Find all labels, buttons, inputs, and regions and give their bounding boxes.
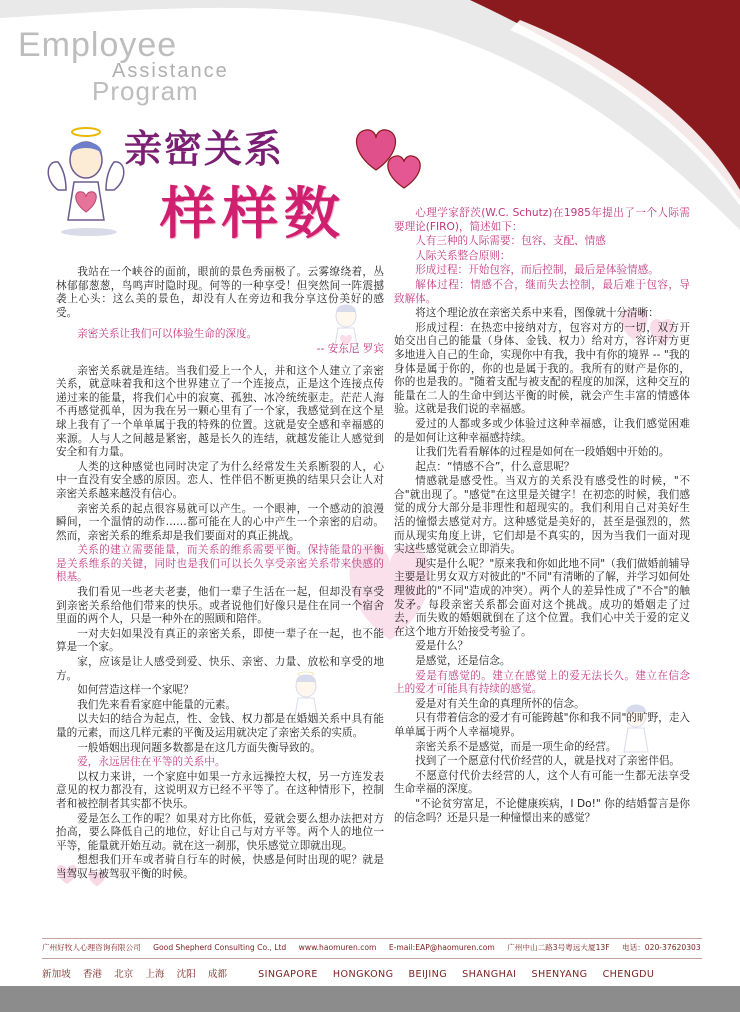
- paragraph: 家，应该是让人感受到爱、快乐、亲密、力量、放松和享受的地方。: [56, 656, 384, 682]
- city-en: CHENGDU: [602, 969, 655, 980]
- paragraph: 一般婚姻出现问题多数都是在这几方面失衡导致的。: [77, 741, 321, 754]
- paragraph: -- 安东尼 罗宾: [316, 342, 384, 355]
- left-column: [56, 266, 384, 883]
- brand-assistance: Assistance: [112, 60, 229, 82]
- paragraph: 亲密关系让我们可以体验生命的深度。: [77, 328, 258, 341]
- address: 广州中山二路3号粤远大厦13F: [507, 943, 610, 952]
- city-cn: 成都: [207, 969, 228, 980]
- brand-employee: Employee: [18, 26, 178, 64]
- city-cn: 北京: [114, 969, 134, 980]
- page-title: 亲密关系: [124, 127, 285, 171]
- heart-icon: [346, 120, 436, 200]
- paragraph: 爱过的人都或多或少体验过这种幸福感，让我们感觉困难的是如何让这种幸福感持续。: [394, 417, 690, 444]
- paragraph: 我站在一个峡谷的面前，眼前的景色秀丽极了。云雾缭绕着，丛林郁郁葱葱，鸟鸣声时隐时现。何等的一种享受！但突然间一阵震撼袭上心头：这么美的景色，却没有人在旁边和我分享这份美好的感受。: [56, 266, 384, 319]
- paragraph: 起点：“情感不合”，什么意思呢？: [415, 460, 575, 473]
- paragraph: 解体过程：情感不合，继而失去控制，最后难于包容，导致解体。: [394, 278, 690, 305]
- angel-icon: [44, 120, 128, 240]
- paragraph: 爱，永远居住在平等的关系中。: [77, 756, 226, 769]
- company-en: Good Shepherd Consulting Co., Ltd: [153, 943, 287, 952]
- footer-cities: [42, 966, 702, 980]
- paragraph: 我们看见一些老夫老妻，他们一辈子生活在一起，但却没有享受到亲密关系给他们带来的快乐。或者说他们好像只是住在同一个宿舍里面的两个人，只是一种外在的照顾和陪伴。: [56, 586, 384, 626]
- city-cn: 香港: [82, 969, 103, 980]
- paragraph: 如何营造这样一个家呢？: [77, 684, 194, 697]
- paragraph: 亲密关系的起点很容易就可以产生。一个眼神，一个感动的浪漫瞬间，一个温情的动作……都可能在人的心中产生一个亲密的启动。然而，亲密关系的维系却是我们要面对的真正挑战。: [56, 502, 384, 542]
- city-en: SHANGHAI: [462, 969, 517, 980]
- city-en: SINGAPORE: [258, 969, 318, 980]
- paragraph: "不论贫穷富足，不论健康疾病，I Do!" 你的结婚誓言是你的信念吗？还是只是一种憧憬出来的感觉？: [394, 797, 690, 824]
- paragraph: 以权力来讲，一个家庭中如果一方永远操控大权，另一方连发表意见的权力都没有，这说明双方已经不平等了。在这种情形下，控制者和被控制者其实都不快乐。: [56, 770, 384, 810]
- city-cn: 沈阳: [176, 969, 196, 980]
- paragraph: 形成过程：在热恋中接纳对方，包容对方的一切，双方开始交出自己的能量（身体、金钱、权力）给对方，容许对方更多地进入自己的生命，实现你中有我，我中有你的境界 -- "我的身体是属于你的，你的也是属于我的。我所有的财产是你的，你的也是我的。"随着支配与被支配的程度的加深，这种交互的能量在二人的生命中到达平衡的时候，就会产生丰富的情感体验。这就是我们说的幸福感。: [394, 321, 690, 416]
- footer-bar: [0, 986, 740, 1012]
- paragraph: 关系的建立需要能量，而关系的维系需要平衡。保持能量的平衡是关系维系的关键，同时也是我们可以长久享受亲密关系带来快感的根基。: [56, 544, 384, 584]
- footer-divider: [42, 938, 702, 939]
- paragraph: 人际关系整合原则：: [415, 249, 511, 262]
- footer-divider: [42, 958, 702, 959]
- paragraph: 将这个理论放在亲密关系中来看，图像就十分清晰：: [415, 307, 659, 320]
- paragraph: 我们先来看看家庭中能量的元素。: [77, 698, 237, 711]
- paragraph: 情感就是感受性。当双方的关系没有感受性的时候，"不合"就出现了。"感觉"在这里是关键字！在初恋的时候，我们感觉的成分大部分是非理性和超现实的。我们利用自己对美好生活的憧憬去感觉对方。这种感觉是美好的，甚至是强烈的，然而从现实角度上讲，它们却是不真实的，因为当我们一面对现实这些感觉就会立即消失。: [394, 475, 690, 556]
- paragraph: 亲密关系不是感觉，而是一项生命的经营。: [415, 740, 617, 753]
- paragraph: 一对夫妇如果没有真正的亲密关系，即使一辈子在一起，也不能算是一个家。: [56, 627, 384, 654]
- city-en: HONGKONG: [332, 969, 394, 980]
- paragraph: 以夫妇的结合为起点，性、金钱、权力都是在婚姻关系中具有能量的元素，而这几样元素的平衡及运用就决定了亲密关系的实质。: [56, 713, 384, 739]
- brand-program: Program: [92, 76, 199, 106]
- paragraph: 爱是对有关生命的真理所怀的信念。: [415, 697, 585, 710]
- email-link[interactable]: E-mail:EAP@haomuren.com: [388, 943, 495, 952]
- phone: 电话：020-37620303: [622, 943, 701, 952]
- paragraph: 不愿意付代价去经营的人，这个人有可能一生都无法享受生命幸福的深度。: [394, 769, 690, 796]
- paragraph: 人类的这种感觉也同时决定了为什么经常发生关系断裂的人，心中一直没有安全感的原因。恋人、性伴侣不断更换的结果只会让人对亲密关系越来越没有信心。: [56, 460, 384, 500]
- right-column: [394, 207, 690, 826]
- city-cn: 新加坡: [42, 969, 71, 980]
- paragraph: 现实是什么呢？"原来我和你如此地不同"（我们做婚前辅导主要是让男女双方对彼此的"不同"有清晰的了解，并学习如何处理彼此的"不同"造成的冲突）。两个人的差异性成了"不合"的触发矛。每段亲密关系都会面对这个挑战。成功的婚姻走了过去，而失败的婚姻就倒在了这个位置。我们心中关于爱的定义在这个地方开始接受考验了。: [394, 557, 690, 638]
- paragraph: 爱是什么？: [415, 640, 469, 653]
- paragraph: 只有带着信念的爱才有可能跨越"你和我不同"的旷野，走入单单属于两个人幸福境界。: [394, 712, 690, 738]
- paragraph: 找到了一个愿意付代价经营的人，就是找对了亲密伴侣。: [415, 755, 681, 768]
- footer-contact: [42, 942, 702, 953]
- paragraph: 爱是怎么工作的呢？如果对方比你低，爱就会要么想办法把对方抬高，要么降低自己的地位，好让自己与对方平等。两个人的地位一平等，能量就开始互动。就在这一刹那，快乐感觉立即就出现。: [56, 812, 384, 852]
- city-en: SHENYANG: [531, 969, 588, 980]
- paragraph: 人有三种的人际需要：包容、支配、情感: [415, 235, 606, 248]
- paragraph: 让我们先看看解体的过程是如何在一段婚姻中开始的。: [415, 446, 670, 459]
- city-en: BEIJING: [408, 969, 448, 980]
- paragraph: 是感觉，还是信念。: [415, 655, 511, 667]
- paragraph: 爱是有感觉的。建立在感觉上的爱无法长久。建立在信念上的爱才可能具有持续的感觉。: [394, 669, 690, 696]
- paragraph: 形成过程：开始包容，而后控制，最后是体验情感。: [415, 264, 659, 277]
- paragraph: 心理学家舒茨(W.C. Schutz)在1985年提出了一个人际需要理论(FIRO)，简述如下：: [394, 207, 690, 233]
- paragraph: 想想我们开车或者骑自行车的时候，快感是何时出现的呢？就是当驾驭与被驾驭平衡的时候。: [56, 854, 384, 880]
- city-cn: 上海: [145, 969, 165, 980]
- page-subtitle: 样样数: [160, 182, 346, 247]
- website-link[interactable]: www.haomuren.com: [298, 943, 377, 952]
- company-cn: 广州好牧人心理咨询有限公司: [42, 943, 141, 952]
- paragraph: 亲密关系就是连结。当我们爱上一个人，并和这个人建立了亲密关系，就意味着我和这个世界建立了一个连接点，正是这个连接点传递过来的能量，将我们心中的寂寞、孤独、冰冷统统驱走。茫茫人海不再感觉孤单，因为我在另一颗心里有了一个家，我感觉到在这个星球上我有了一个单单属于我的特殊的位置。这就是安全感和幸福感的来源。人与人之间越是紧密，越是长久的连结，就越发能让人感觉到安全和有力量。: [56, 364, 384, 459]
